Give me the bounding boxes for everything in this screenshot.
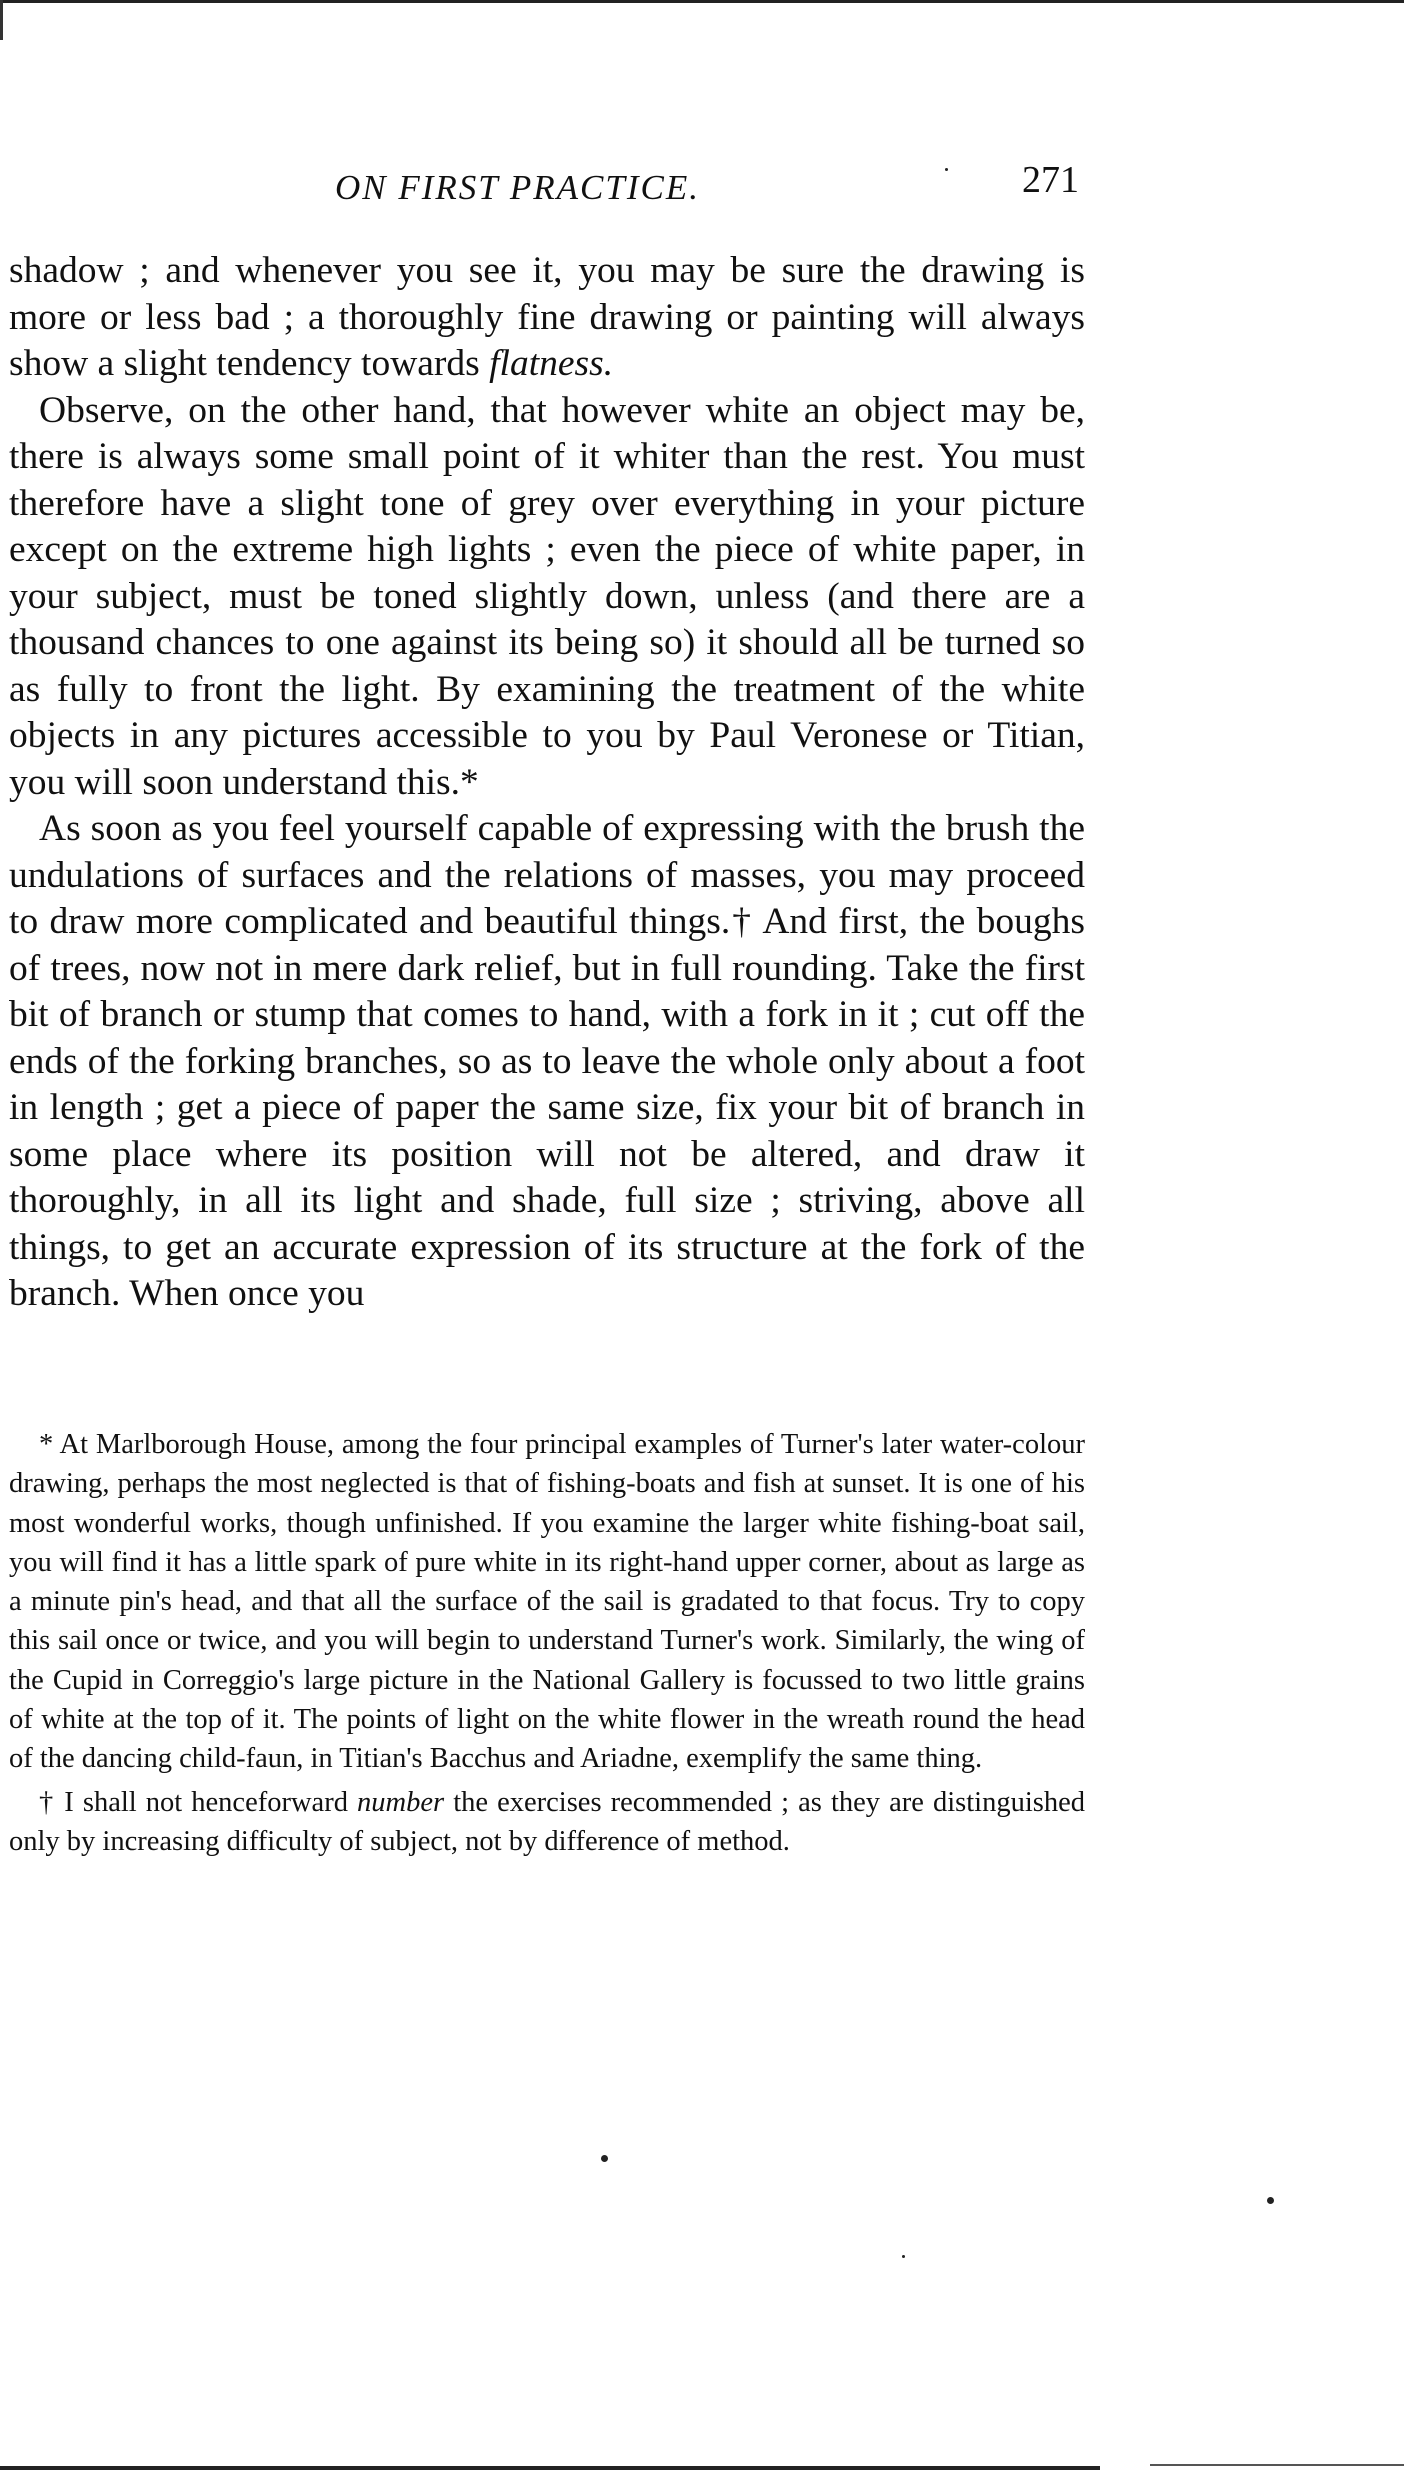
running-head bbox=[0, 158, 1085, 218]
footnotes bbox=[9, 1425, 1085, 1861]
emphasis-number: number bbox=[357, 1786, 445, 1818]
ink-speck bbox=[601, 2155, 608, 2162]
footnote-2-end: the exercises recommended ; as they are distinguished only by increasing difficulty of subject, not by difference of method. bbox=[9, 1786, 1085, 1857]
bottom-edge-rule-right bbox=[1150, 2464, 1404, 2466]
ink-speck bbox=[902, 2255, 905, 2258]
paragraph-1 bbox=[9, 248, 1085, 388]
ink-speck bbox=[945, 168, 948, 171]
footnote-1: * At Marlborough House, among the four principal examples of Turner's later water-colour drawing, perhaps the most neglected is that of fishing-boats and fish at sunset. It is one of his most wonderful works, though unfinished. If you examine the larger white fishing-boat sail, you will find it has a little spark of pure white in its right-hand upper corner, about as large as a minute pin's head, and that all the surface of the sail is gradated to that focus. Try to copy this sail once or twice, and you will begin to understand Turner's work. Similarly, the wing of the Cupid in Correggio's large picture in the National Gallery is focussed to two little grains of white at the top of it. The points of light on the white flower in the wreath round the head of the dancing child-faun, in Titian's Bacchus and Ariadne, exemplify the same thing. bbox=[9, 1429, 1085, 1775]
body-text bbox=[9, 248, 1085, 1318]
paragraph-2: Observe, on the other hand, that however white an object may be, there is always some small point of it whiter than the rest. You must therefore have a slight tone of grey over everything in your picture except on the extreme high lights ; even the piece of white paper, in your subject, must be toned slightly down, unless (and there are a thousand chances to one against its being so) it should all be turned so as fully to front the light. By examining the treatment of the white objects in any pictures accessible to you by Paul Veronese or Titian, you will soon understand this.* bbox=[9, 389, 1085, 803]
left-edge-mark bbox=[0, 0, 3, 40]
paragraph-3: As soon as you feel yourself capable of expressing with the brush the undulations of surfaces and the relations of masses, you may proceed to draw more complicated and beautiful things.† And first, the boughs of trees, now not in mere dark relief, but in full rounding. Take the first bit of branch or stump that comes to hand, with a fork in it ; cut off the ends of the forking branches, so as to leave the whole only about a foot in length ; get a piece of paper the same size, fix your bit of branch in some place where its position will not be altered, and draw it thoroughly, in all its light and shade, full size ; striving, above all things, to get an accurate expression of its structure at the fork of the branch. When once you bbox=[9, 808, 1085, 1314]
top-edge-rule bbox=[0, 0, 1404, 3]
bottom-edge-rule bbox=[0, 2466, 1100, 2470]
page-number: 271 bbox=[1022, 159, 1079, 201]
ink-speck bbox=[1267, 2197, 1274, 2204]
emphasis-flatness: flatness. bbox=[489, 343, 614, 384]
paragraph-1-text: shadow ; and whenever you see it, you may be sure the drawing is more or less bad ; a thoroughly fine drawing or painting will always show a slight tendency towards bbox=[9, 250, 1085, 384]
footnote-2-start: † I shall not henceforward bbox=[39, 1786, 358, 1818]
footnote-2 bbox=[9, 1783, 1085, 1862]
running-title: ON FIRST PRACTICE. bbox=[335, 168, 700, 207]
